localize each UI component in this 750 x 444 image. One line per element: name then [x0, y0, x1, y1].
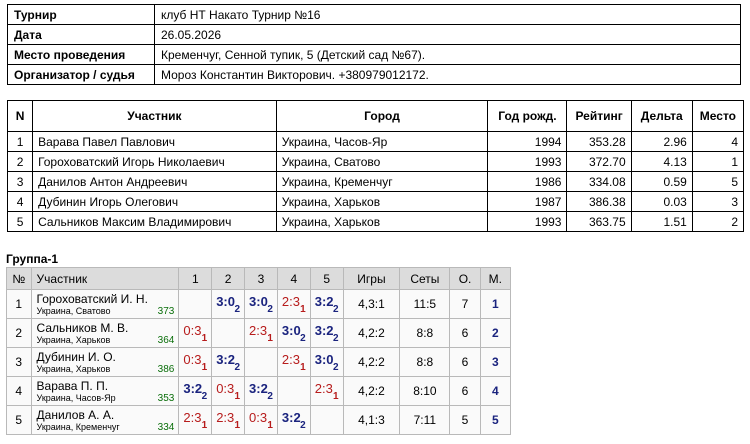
match-points: 2	[333, 304, 339, 315]
match-points: 1	[300, 304, 306, 315]
match-score: 3:0	[281, 323, 301, 338]
match-result	[245, 319, 278, 348]
games-cell: 4,3:1	[343, 290, 400, 319]
match-points: 2	[201, 391, 208, 402]
row-number: 5	[7, 406, 32, 435]
player-cell	[31, 406, 179, 435]
group-row	[7, 377, 511, 406]
info-row	[8, 45, 741, 65]
match-result	[277, 319, 310, 348]
match-points: 2	[300, 333, 306, 344]
info-label: Место проведения	[8, 45, 155, 65]
table-cell: 1	[8, 132, 33, 152]
points-cell: 6	[450, 348, 480, 377]
match-score: 3:2	[216, 352, 235, 367]
player-city: Украина, Харьков	[36, 364, 111, 374]
table-cell: 3	[8, 172, 33, 192]
games-cell: 4,2:2	[343, 377, 400, 406]
column-header: Рейтинг	[567, 101, 631, 132]
group-column-header: Сеты	[400, 268, 450, 290]
table-cell: 1994	[488, 132, 567, 152]
place-cell: 4	[480, 377, 510, 406]
table-cell: 0.59	[631, 172, 692, 192]
table-row	[8, 212, 744, 232]
player-city: Украина, Харьков	[36, 335, 111, 345]
player-cell	[31, 319, 179, 348]
match-score: 3:0	[314, 352, 334, 367]
match-points: 2	[333, 333, 339, 344]
column-header: Город	[276, 101, 488, 132]
match-points: 1	[201, 333, 208, 344]
player-name: Гороховатский И. Н.	[36, 292, 148, 306]
table-cell: 1993	[488, 212, 567, 232]
sets-cell: 8:8	[400, 348, 450, 377]
table-cell: Гороховатский Игорь Николаевич	[33, 152, 277, 172]
group-column-header: Участник	[31, 268, 179, 290]
participants-table	[7, 100, 744, 232]
table-cell: Украина, Харьков	[276, 212, 488, 232]
match-score: 3:2	[314, 294, 334, 309]
match-points: 2	[234, 362, 241, 373]
table-cell: 386.38	[567, 192, 631, 212]
player-city: Украина, Кременчуг	[36, 422, 120, 432]
place-cell: 1	[480, 290, 510, 319]
match-result	[277, 290, 310, 319]
table-row	[8, 152, 744, 172]
match-points: 2	[300, 420, 306, 431]
group-row	[7, 319, 511, 348]
match-score: 0:3	[183, 323, 202, 338]
games-cell: 4,1:3	[343, 406, 400, 435]
match-result	[245, 290, 278, 319]
match-points: 1	[201, 420, 208, 431]
group-column-header: О.	[450, 268, 480, 290]
table-cell: 5	[8, 212, 33, 232]
match-score: 2:3	[216, 410, 235, 425]
group-title: Группа-1	[6, 252, 59, 266]
match-points: 2	[333, 362, 339, 373]
match-score: 2:3	[281, 352, 300, 367]
table-cell: 1987	[488, 192, 567, 212]
match-score: 2:3	[249, 323, 268, 338]
self-cell	[179, 290, 212, 319]
table-cell: Украина, Кременчуг	[276, 172, 488, 192]
player-name: Данилов А. А.	[36, 408, 115, 422]
match-points: 2	[267, 304, 273, 315]
player-name: Варава П. П.	[36, 379, 109, 393]
player-city: Украина, Сватово	[36, 306, 111, 316]
group-column-header: 5	[310, 268, 343, 290]
match-points: 1	[300, 362, 306, 373]
column-header: Год рожд.	[488, 101, 567, 132]
column-header: Участник	[33, 101, 277, 132]
match-points: 1	[201, 362, 208, 373]
match-score: 2:3	[314, 381, 333, 396]
table-cell: Данилов Антон Андреевич	[33, 172, 277, 192]
sets-cell: 7:11	[400, 406, 450, 435]
column-header: N	[8, 101, 33, 132]
table-cell: 4	[692, 132, 743, 152]
match-result	[277, 406, 310, 435]
match-score: 0:3	[183, 352, 202, 367]
points-cell: 6	[450, 319, 480, 348]
match-result	[212, 406, 245, 435]
sets-cell: 8:10	[400, 377, 450, 406]
info-label: Организатор / судья	[8, 65, 155, 85]
player-rating: 334	[157, 422, 175, 433]
match-score: 3:0	[249, 294, 268, 309]
info-row	[8, 25, 741, 45]
table-cell: 353.28	[567, 132, 631, 152]
table-cell: Сальников Максим Владимирович	[33, 212, 277, 232]
info-value: клуб НТ Накато Турнир №16	[155, 5, 741, 25]
table-cell: 1.51	[631, 212, 692, 232]
group-table	[6, 267, 511, 435]
info-value: Мороз Константин Викторович. +380979012172.	[155, 65, 741, 85]
self-cell	[277, 377, 310, 406]
player-city: Украина, Часов-Яр	[36, 393, 116, 403]
match-score: 0:3	[249, 410, 268, 425]
group-row	[7, 290, 511, 319]
match-score: 2:3	[281, 294, 300, 309]
table-cell: 1986	[488, 172, 567, 192]
table-cell: Украина, Сватово	[276, 152, 488, 172]
group-column-header: Игры	[343, 268, 400, 290]
points-cell: 6	[450, 377, 480, 406]
info-value: 26.05.2026	[155, 25, 741, 45]
match-points: 1	[267, 420, 273, 431]
group-column-header: 1	[179, 268, 212, 290]
table-row	[8, 192, 744, 212]
match-points: 1	[333, 391, 339, 402]
info-row	[8, 5, 741, 25]
match-score: 3:2	[281, 410, 301, 425]
place-cell: 5	[480, 406, 510, 435]
match-points: 2	[267, 391, 273, 402]
table-cell: 2.96	[631, 132, 692, 152]
info-label: Турнир	[8, 5, 155, 25]
table-cell: 0.03	[631, 192, 692, 212]
match-result	[212, 377, 245, 406]
player-name: Сальников М. В.	[36, 321, 129, 335]
player-rating: 386	[157, 364, 175, 375]
points-cell: 5	[450, 406, 480, 435]
info-label: Дата	[8, 25, 155, 45]
match-score: 2:3	[183, 410, 202, 425]
table-cell: 2	[8, 152, 33, 172]
match-result	[179, 406, 212, 435]
table-cell: 334.08	[567, 172, 631, 192]
table-cell: 1	[692, 152, 743, 172]
match-result	[310, 377, 343, 406]
info-row	[8, 65, 741, 85]
sets-cell: 8:8	[400, 319, 450, 348]
table-cell: Варава Павел Павлович	[33, 132, 277, 152]
match-result	[179, 348, 212, 377]
match-score: 3:0	[216, 294, 235, 309]
group-column-header: 2	[212, 268, 245, 290]
match-result	[245, 377, 278, 406]
match-result	[277, 348, 310, 377]
match-result	[212, 290, 245, 319]
player-name: Дубинин И. О.	[36, 350, 116, 364]
games-cell: 4,2:2	[343, 319, 400, 348]
table-cell: Украина, Харьков	[276, 192, 488, 212]
table-row	[8, 132, 744, 152]
match-result	[310, 348, 343, 377]
player-cell	[31, 348, 179, 377]
player-cell	[31, 377, 179, 406]
match-points: 1	[267, 333, 273, 344]
match-points: 2	[234, 304, 241, 315]
place-cell: 2	[480, 319, 510, 348]
table-cell: Украина, Часов-Яр	[276, 132, 488, 152]
group-row	[7, 348, 511, 377]
games-cell: 4,2:2	[343, 348, 400, 377]
table-cell: 363.75	[567, 212, 631, 232]
match-score: 0:3	[216, 381, 235, 396]
match-result	[245, 406, 278, 435]
sets-cell: 11:5	[400, 290, 450, 319]
match-result	[310, 319, 343, 348]
tournament-info-table	[7, 4, 741, 85]
match-score: 3:2	[314, 323, 334, 338]
self-cell	[212, 319, 245, 348]
match-score: 3:2	[249, 381, 268, 396]
column-header: Дельта	[631, 101, 692, 132]
player-cell	[31, 290, 179, 319]
group-column-header: 3	[245, 268, 278, 290]
match-result	[179, 319, 212, 348]
player-rating: 353	[157, 393, 175, 404]
self-cell	[245, 348, 278, 377]
match-points: 1	[234, 420, 241, 431]
group-column-header: 4	[277, 268, 310, 290]
row-number: 1	[7, 290, 32, 319]
match-points: 1	[234, 391, 241, 402]
row-number: 4	[7, 377, 32, 406]
column-header: Место	[692, 101, 743, 132]
info-value: Кременчуг, Сенной тупик, 5 (Детский сад №67).	[155, 45, 741, 65]
table-cell: Дубинин Игорь Олегович	[33, 192, 277, 212]
match-result	[179, 377, 212, 406]
table-cell: 4.13	[631, 152, 692, 172]
row-number: 2	[7, 319, 32, 348]
table-cell: 5	[692, 172, 743, 192]
table-cell: 2	[692, 212, 743, 232]
table-cell: 372.70	[567, 152, 631, 172]
group-row	[7, 406, 511, 435]
group-column-header: №	[7, 268, 32, 290]
player-rating: 364	[157, 335, 175, 346]
table-cell: 3	[692, 192, 743, 212]
match-result	[212, 348, 245, 377]
place-cell: 3	[480, 348, 510, 377]
match-score: 3:2	[183, 381, 203, 396]
self-cell	[310, 406, 343, 435]
group-column-header: М.	[480, 268, 510, 290]
table-row	[8, 172, 744, 192]
table-cell: 4	[8, 192, 33, 212]
player-rating: 373	[157, 306, 175, 317]
table-cell: 1993	[488, 152, 567, 172]
row-number: 3	[7, 348, 32, 377]
points-cell: 7	[450, 290, 480, 319]
match-result	[310, 290, 343, 319]
